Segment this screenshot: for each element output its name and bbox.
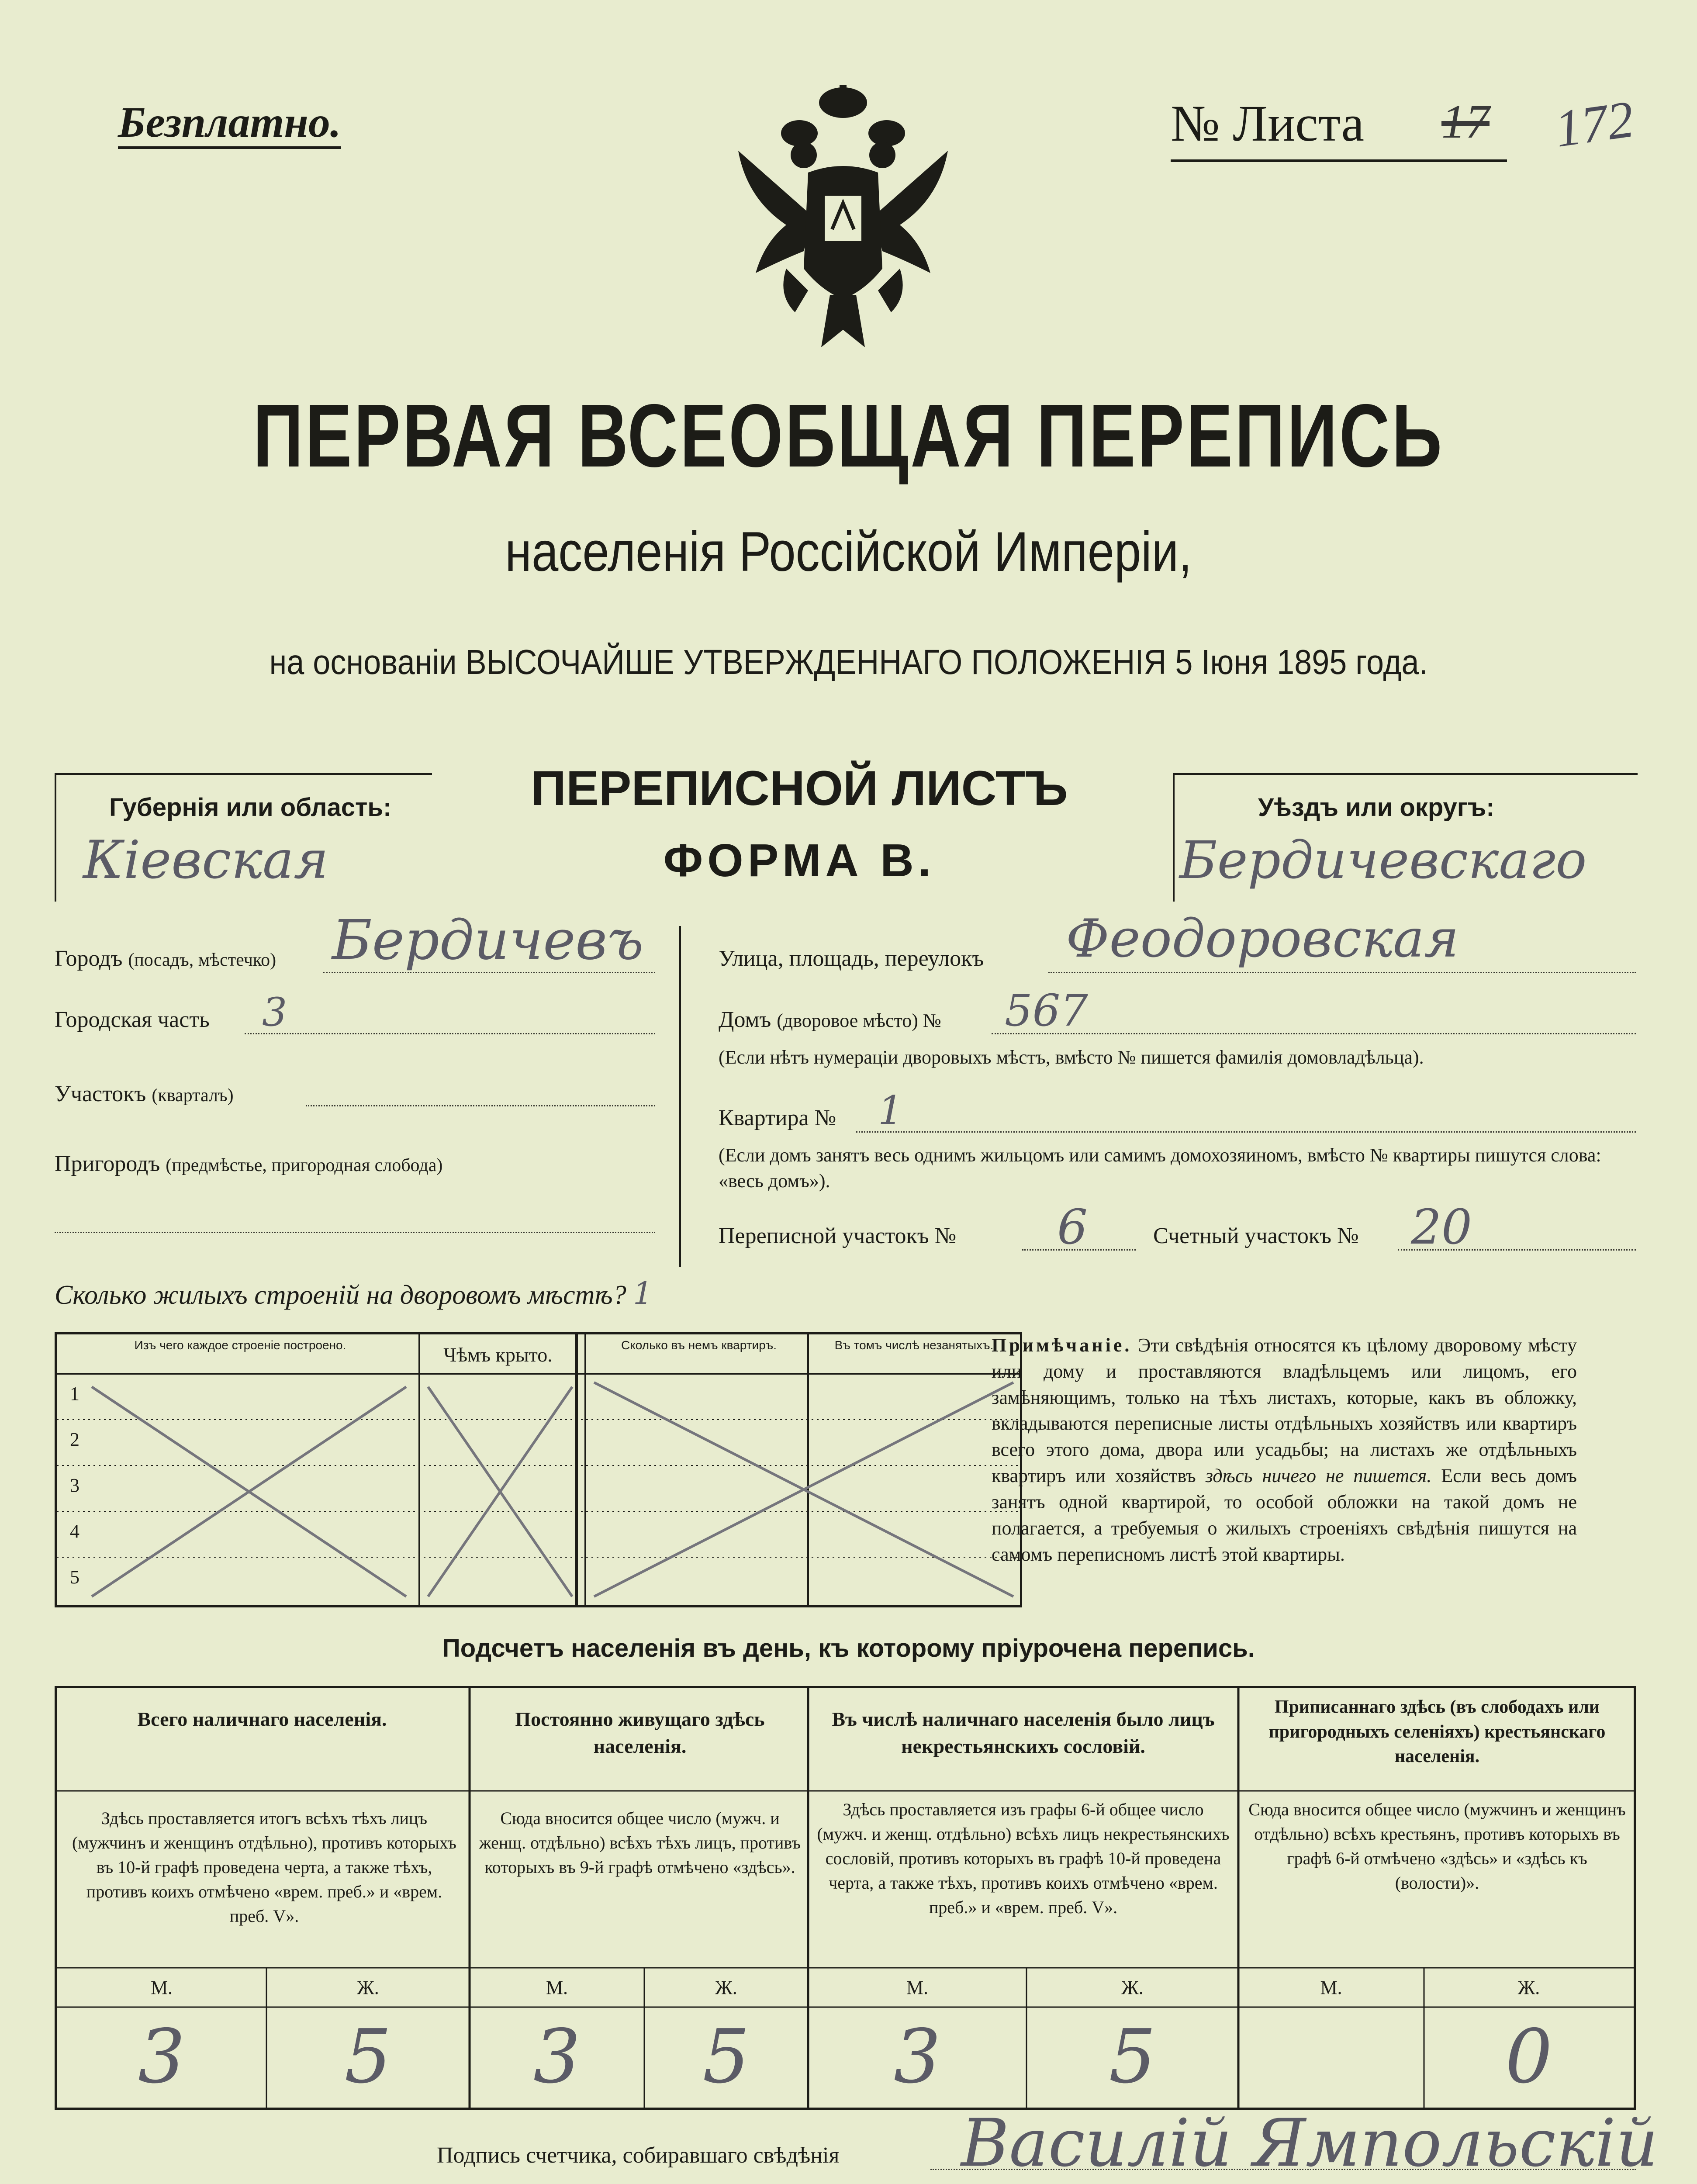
buildings-col-material: Изъ чего каждое строеніе построено. bbox=[134, 1338, 346, 1352]
count-m-2: М. bbox=[546, 1977, 568, 1998]
precinct-label bbox=[55, 1081, 234, 1107]
signature-value[interactable]: Василій Ямпольскій bbox=[961, 2105, 1658, 2181]
census-section-value[interactable]: 6 bbox=[1057, 1199, 1088, 1255]
uezd-label: Уѣздъ или округъ: bbox=[1258, 793, 1495, 822]
buildings-col-apartments: Сколько въ немъ квартиръ. bbox=[621, 1338, 777, 1352]
buildings-table bbox=[55, 1332, 1022, 1607]
signature-label: Подпись счетчика, собиравшаго свѣдѣнія bbox=[437, 2143, 840, 2168]
count-value-2-zh[interactable]: 5 bbox=[702, 2014, 750, 2100]
count-value-2-m[interactable]: 3 bbox=[533, 2014, 581, 2100]
page-title: ПЕРВАЯ ВСЕОБЩАЯ ПЕРЕПИСЬ bbox=[253, 386, 1444, 486]
count-section-line bbox=[1398, 1249, 1636, 1251]
note-heading: Примѣчаніе. bbox=[992, 1334, 1132, 1356]
apartment-line bbox=[856, 1131, 1636, 1133]
count-section-label: Счетный участокъ № bbox=[1153, 1223, 1359, 1248]
free-label: Безплатно. bbox=[118, 98, 341, 149]
city-part-label: Городская часть bbox=[55, 1007, 210, 1032]
street-line bbox=[1048, 972, 1636, 973]
count-m-1: М. bbox=[150, 1977, 173, 1998]
count-col-2-body: Сюда вносится общее число (мужч. и женщ. отдѣльно) всѣхъ тѣхъ лицъ, противъ которыхъ въ 9-й графѣ отмѣчено «здѣсь». bbox=[479, 1808, 801, 1877]
sheet-number-handwritten: 172 bbox=[1551, 90, 1638, 158]
count-col-4-body: Сюда вносится общее число (мужчинъ и женщинъ отдѣльно) всѣхъ крестьянъ, противъ которыхъ въ графѣ 6-й отмѣчено «здѣсь» и «здѣсь къ (волости)». bbox=[1248, 1800, 1626, 1893]
buildings-row-4: 4 bbox=[70, 1521, 79, 1542]
form-name: ФОРМА В. bbox=[663, 835, 936, 886]
gubernia-value[interactable]: Кіевская bbox=[83, 830, 328, 891]
sheet-number-label: № Листа bbox=[1171, 95, 1365, 152]
note-text: Эти свѣдѣнія относятся къ цѣлому дворовому мѣсту или дому и проставляются владѣльцемъ или лицомъ, его замѣняющимъ, только на тѣхъ листахъ, которые, какъ въ обложку, вкладываются переписные листы отдѣльныхъ хозяйствъ или квартиръ всего этого дома, двора или усадьбы; на листахъ же отдѣльныхъ квартиръ или хозяйствъ bbox=[992, 1334, 1577, 1487]
buildings-question-text: Сколько жилыхъ строеній на дворовомъ мѣстѣ? bbox=[55, 1280, 626, 1310]
count-title: Подсчетъ населенія въ день, къ которому пріурочена перепись. bbox=[442, 1634, 1255, 1662]
count-col-3-head: Въ числѣ наличнаго населенія было лицъ некрестьянскихъ сословій. bbox=[832, 1708, 1215, 1758]
apartment-note: (Если домъ занятъ весь однимъ жильцомъ или самимъ домохозяиномъ, вмѣсто № квартиры пишутся слова: «весь домъ»). bbox=[719, 1144, 1601, 1192]
uezd-value[interactable]: Бердичевскаго bbox=[1179, 830, 1587, 890]
count-value-3-m[interactable]: 3 bbox=[893, 2014, 941, 2100]
city-part-value[interactable]: 3 bbox=[262, 989, 287, 1035]
buildings-question bbox=[55, 1275, 653, 1311]
count-col-1-body: Здѣсь проставляется итогъ всѣхъ тѣхъ лицъ (мужчинъ и женщинъ отдѣльно), противъ которыхъ въ 10-й графѣ проведена черта, а также тѣхъ, противъ коихъ отмѣчено «врем. преб.» и «врем. преб. V». bbox=[72, 1808, 456, 1926]
city-part-line bbox=[245, 1033, 655, 1034]
note-text-2: Если весь домъ занятъ одной квартирой, то особой обложки на такой домъ не полагается, а требуемыя о жилыхъ строеніяхъ свѣдѣнія пишутся на самомъ переписномъ листѣ этой квартиры. bbox=[992, 1465, 1577, 1565]
suburb-line bbox=[55, 1232, 655, 1233]
buildings-row-1: 1 bbox=[70, 1383, 79, 1404]
note-italic: здѣсь ничего не пишется. bbox=[1205, 1465, 1432, 1487]
apartment-label: Квартира № bbox=[719, 1106, 836, 1130]
house-label-text: Домъ bbox=[719, 1007, 771, 1032]
count-col-4-head: Приписаннаго здѣсь (въ слободахъ или пригородныхъ селеніяхъ) крестьянскаго населенія. bbox=[1268, 1697, 1606, 1767]
house-value[interactable]: 567 bbox=[1005, 985, 1088, 1036]
count-zh-4: Ж. bbox=[1517, 1977, 1540, 1998]
note bbox=[992, 1332, 1577, 1567]
street-label: Улица, площадь, переулокъ bbox=[719, 946, 984, 971]
buildings-col-roof: Чѣмъ крыто. bbox=[443, 1344, 553, 1366]
census-section-line bbox=[1022, 1249, 1136, 1251]
census-section-label: Переписной участокъ № bbox=[719, 1223, 957, 1248]
gubernia-label: Губернія или область: bbox=[109, 793, 392, 822]
house-note: (Если нѣтъ нумераціи дворовыхъ мѣстъ, вмѣсто № пишется фамилія домовладѣльца). bbox=[719, 1047, 1424, 1068]
suburb-label-text: Пригородъ bbox=[55, 1151, 160, 1176]
suburb-label bbox=[55, 1151, 442, 1177]
house-label bbox=[719, 1007, 941, 1033]
count-zh-2: Ж. bbox=[715, 1977, 737, 1998]
imperial-eagle-icon bbox=[721, 85, 965, 365]
count-col-1-head: Всего наличнаго населенія. bbox=[137, 1708, 387, 1730]
count-m-3: М. bbox=[906, 1977, 929, 1998]
count-value-3-zh[interactable]: 5 bbox=[1109, 2014, 1156, 2100]
buildings-answer[interactable]: 1 bbox=[633, 1275, 653, 1311]
count-section-value[interactable]: 20 bbox=[1411, 1199, 1472, 1255]
street-value[interactable]: Феодоровская bbox=[1066, 909, 1459, 969]
buildings-row-2: 2 bbox=[70, 1429, 79, 1450]
count-value-1-m[interactable]: 3 bbox=[138, 2014, 186, 2100]
apartment-value[interactable]: 1 bbox=[878, 1088, 903, 1133]
count-value-4-zh[interactable]: 0 bbox=[1505, 2014, 1553, 2100]
address-divider bbox=[679, 926, 681, 1267]
city-label-text: Городъ bbox=[55, 946, 123, 971]
page-subtitle: населенія Россійской Имперіи, bbox=[505, 521, 1192, 583]
suburb-hint: (предмѣстье, пригородная слобода) bbox=[166, 1155, 443, 1175]
buildings-row-3: 3 bbox=[70, 1475, 79, 1496]
precinct-hint: (кварталъ) bbox=[152, 1085, 234, 1106]
precinct-label-text: Участокъ bbox=[55, 1082, 146, 1106]
buildings-col-vacant: Въ томъ числѣ незанятыхъ. bbox=[834, 1338, 994, 1352]
sheet-number-underline bbox=[1171, 159, 1507, 162]
count-m-4: М. bbox=[1320, 1977, 1342, 1998]
city-line bbox=[323, 972, 655, 973]
city-label bbox=[55, 946, 276, 971]
count-col-3-body: Здѣсь проставляется изъ графы 6-й общее число (мужч. и женщ. отдѣльно) всѣхъ лицъ некрестьянскихъ сословій, противъ которыхъ въ графѣ 10-й проведена черта, а также тѣхъ, противъ коихъ отмѣчено «врем. преб.» и «врем. преб. V». bbox=[817, 1800, 1230, 1917]
count-table bbox=[55, 1686, 1636, 2110]
basis-line: на основаніи ВЫСОЧАЙШЕ УТВЕРЖДЕННАГО ПОЛОЖЕНІЯ 5 Іюня 1895 года. bbox=[269, 643, 1428, 681]
count-zh-3: Ж. bbox=[1121, 1977, 1144, 1998]
city-value[interactable]: Бердичевъ bbox=[332, 909, 644, 972]
buildings-table-grid bbox=[57, 1334, 1020, 1605]
buildings-row-5: 5 bbox=[70, 1566, 79, 1588]
city-hint: (посадъ, мѣстечко) bbox=[128, 950, 276, 970]
house-hint: (дворовое мѣсто) № bbox=[777, 1010, 941, 1031]
sheet-number-struck: 17 bbox=[1441, 95, 1490, 148]
house-line bbox=[992, 1033, 1636, 1034]
count-value-1-zh[interactable]: 5 bbox=[344, 2014, 392, 2100]
count-col-2-head: Постоянно живущаго здѣсь населенія. bbox=[515, 1708, 765, 1758]
sheet-title: ПЕРЕПИСНОЙ ЛИСТЪ bbox=[531, 761, 1068, 816]
precinct-line bbox=[306, 1105, 655, 1106]
count-zh-1: Ж. bbox=[357, 1977, 379, 1998]
